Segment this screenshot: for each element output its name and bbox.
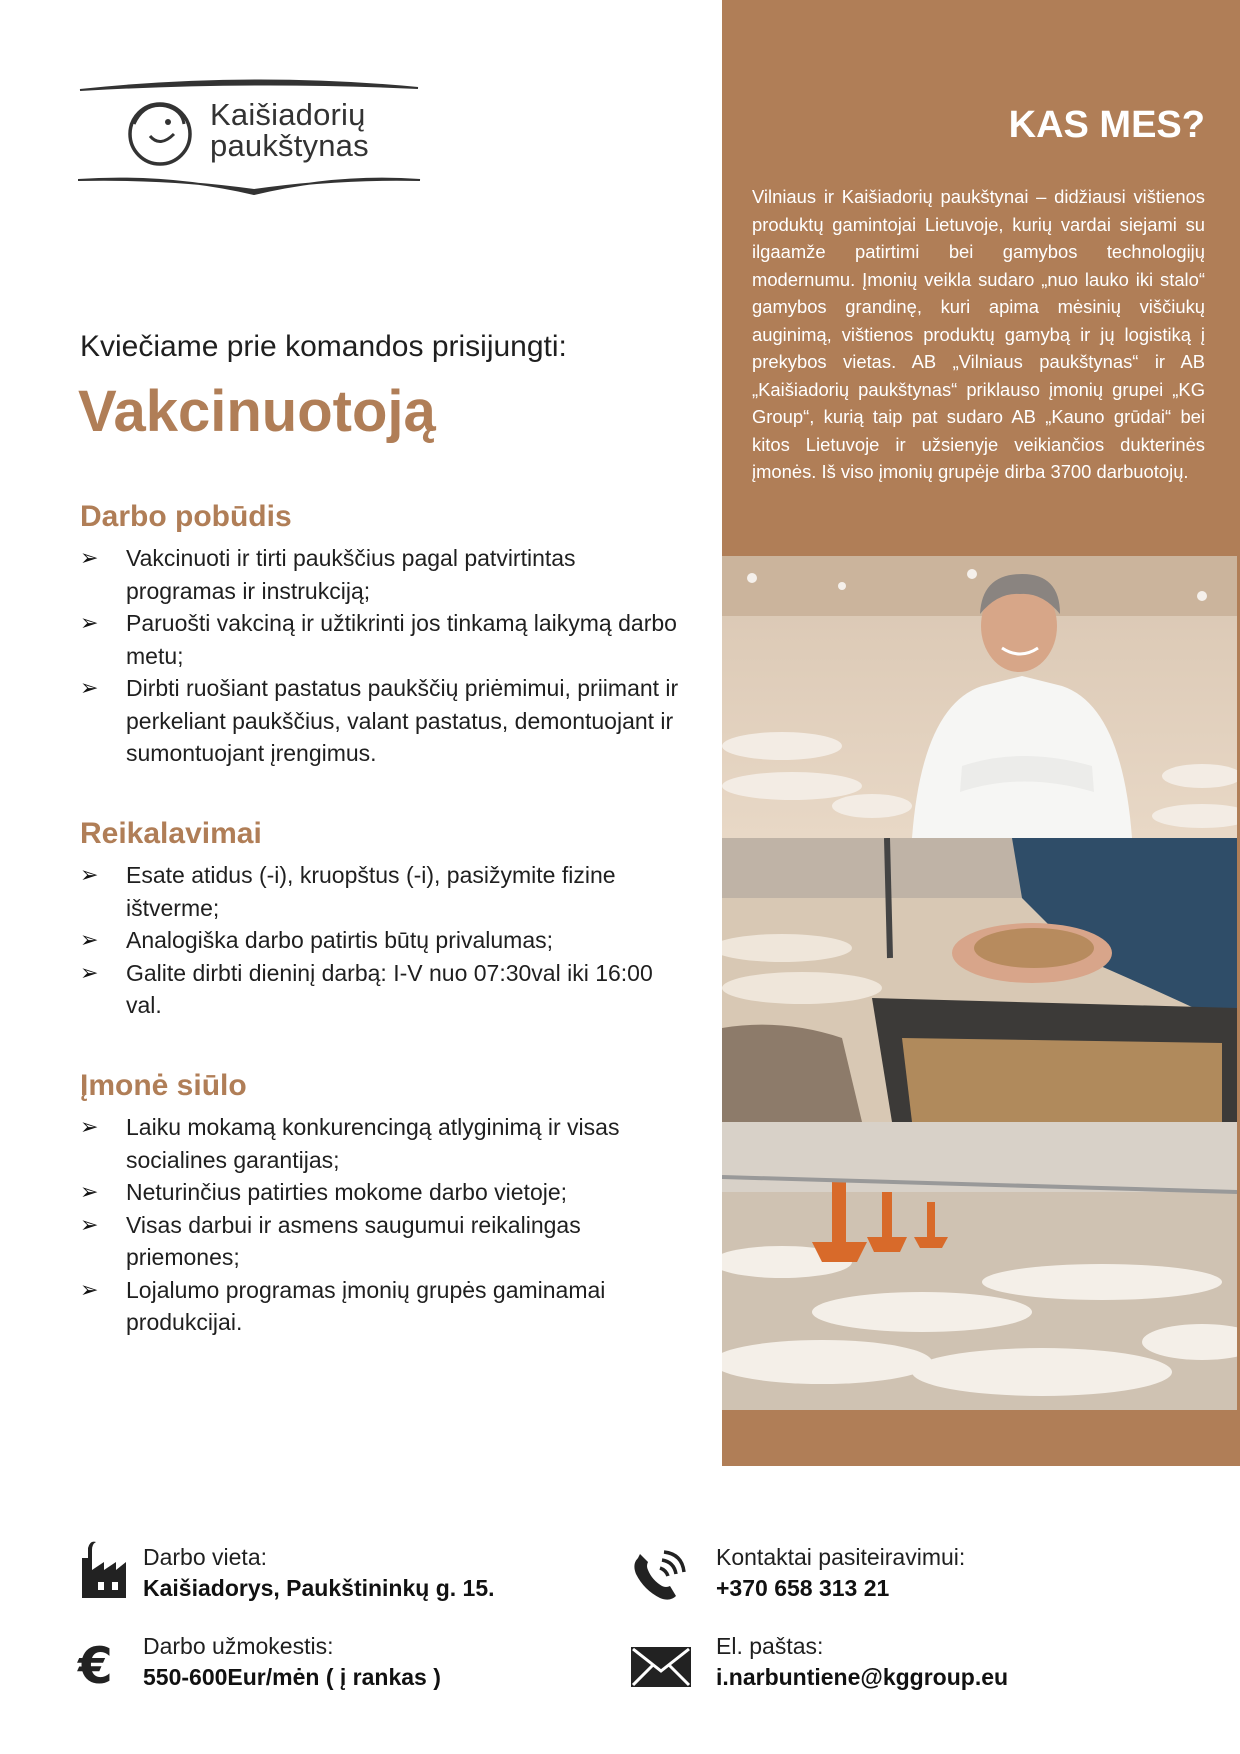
list-item: ➢ Lojalumo programas įmonių grupės gaminamai produkcijai. [80,1274,680,1339]
contact-email [716,1633,1008,1691]
list-item: ➢ Paruošti vakciną ir užtikrinti jos tinkamą laikymą darbo metu; [80,607,680,672]
duties-list [80,542,680,770]
logo-line-1: Kaišiadorių [210,97,366,132]
work-location [143,1544,495,1602]
contact-label: Kontaktai pasiteiravimui: [716,1544,966,1570]
list-item: ➢ Visas darbui ir asmens saugumui reikalingas priemones; [80,1209,680,1274]
requirements-list [80,859,680,1022]
envelope-icon [631,1647,691,1687]
salary [143,1633,441,1691]
list-item: ➢ Dirbti ruošiant pastatus paukščių priėmimui, priimant ir perkeliant paukščius, valant pastatus, demontuojant ir sumontuojant įrengimus. [80,672,680,770]
email-address[interactable]: i.narbuntiene@kggroup.eu [716,1664,1009,1690]
section-title: Darbo pobūdis [80,500,292,533]
euro-icon: € [78,1637,113,1695]
arrow-bullet-icon: ➢ [80,927,99,952]
phone-number[interactable]: +370 658 313 21 [716,1575,890,1601]
list-item: ➢ Analogiška darbo patirtis būtų privalumas; [80,924,680,957]
about-title: KAS MES? [1008,104,1205,146]
location-label: Darbo vieta: [143,1544,268,1570]
arrow-bullet-icon: ➢ [80,610,99,635]
phone-icon [630,1548,686,1604]
list-item: ➢ Neturinčius patirties mokome darbo vietoje; [80,1176,680,1209]
list-item: ➢ Galite dirbti dieninį darbą: I-V nuo 07:30val iki 16:00 val. [80,957,680,1022]
company-logo [78,78,423,198]
list-item: ➢ Esate atidus (-i), kruopštus (-i), pasižymite fizine ištverme; [80,859,680,924]
list-item: ➢ Vakcinuoti ir tirti paukščius pagal patvirtintas programas ir instrukciją; [80,542,680,607]
salary-value: 550-600Eur/mėn ( į rankas ) [143,1664,441,1690]
arrow-bullet-icon: ➢ [80,1179,99,1204]
email-label: El. paštas: [716,1633,824,1659]
section-job-duties [80,500,680,770]
factory-icon [80,1540,128,1598]
arrow-bullet-icon: ➢ [80,675,99,700]
arrow-bullet-icon: ➢ [80,862,99,887]
arrow-bullet-icon: ➢ [80,545,99,570]
section-company-offers [80,1069,680,1339]
logo-line-2: paukštynas [210,128,369,163]
location-value: Kaišiadorys, Paukštininkų g. 15. [143,1575,495,1601]
contact-phone [716,1544,965,1602]
offers-list [80,1111,680,1339]
photo-chickens [722,1122,1237,1410]
about-text: Vilniaus ir Kaišiadorių paukštynai – didžiausi vištienos produktų gamintojai Lietuvoje, kurių vardai siejami su ilgaamže patirtimi bei gamybos technologijų modernumu. Įmonių veikla sudaro „nuo lauko iki stalo“ gamybos grandinę, kuri apima mėsinių viščiukų auginimą, vištienos produktų gamybą ir jų logistiką į prekybos vietas. AB „Vilniaus paukštynas“ ir AB „Kaišiadorių paukštynas“ priklauso įmonių grupei „KG Group“, kurią taip pat sudaro AB „Kauno grūdai“ bei kitos Lietuvoje ir užsienyje veikiančios dukterinės įmonės. Iš viso įmonių grupėje dirba 3700 darbuotojų. [752,186,1205,482]
list-item: ➢ Laiku mokamą konkurencingą atlyginimą ir visas socialines garantijas; [80,1111,680,1176]
photo-worker [722,556,1237,838]
arrow-bullet-icon: ➢ [80,1276,99,1302]
arrow-bullet-icon: ➢ [80,1114,99,1139]
arrow-bullet-icon: ➢ [80,1211,99,1237]
photo-feed [722,838,1237,1122]
section-title: Reikalavimai [80,817,262,850]
salary-label: Darbo užmokestis: [143,1633,334,1659]
job-title: Vakcinuotoją [78,379,436,444]
section-title: Įmonė siūlo [80,1069,247,1102]
section-requirements [80,817,680,1022]
arrow-bullet-icon: ➢ [80,959,99,985]
invitation-text: Kviečiame prie komandos prisijungti: [80,330,567,363]
